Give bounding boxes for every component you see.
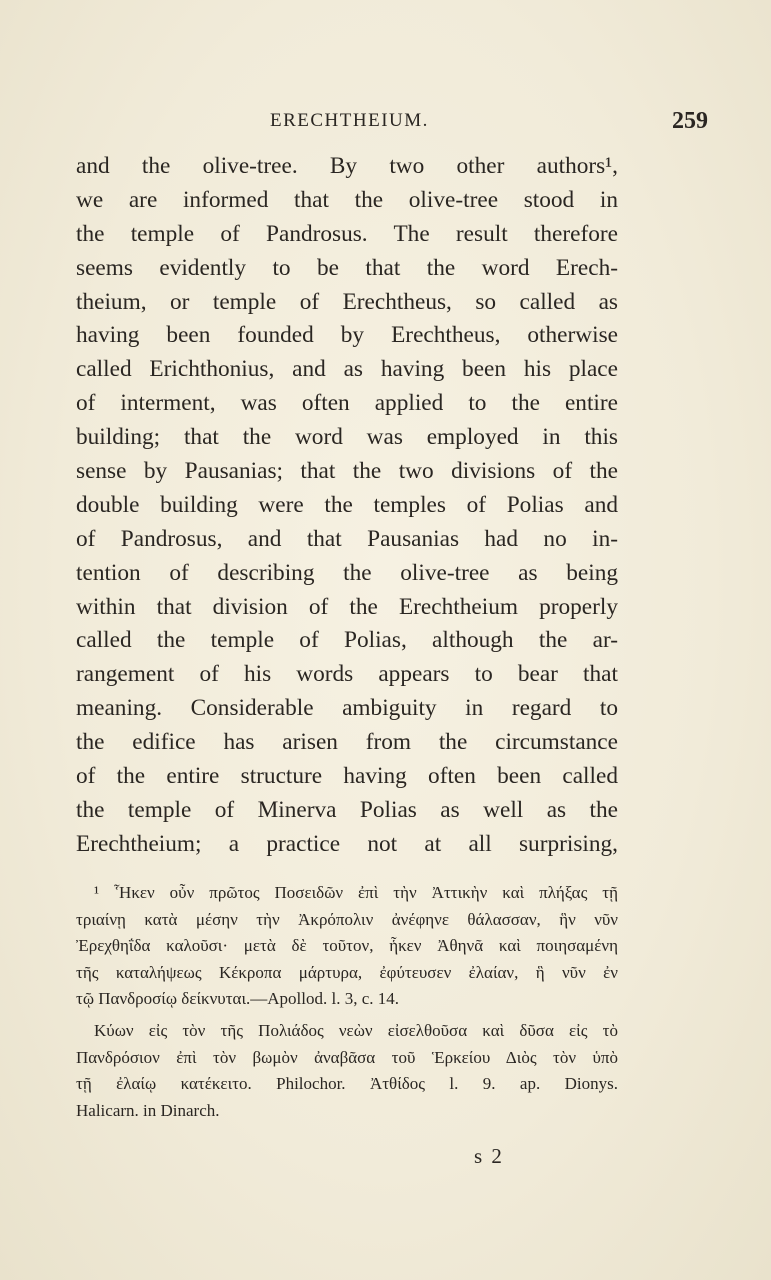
signature-mark: s 2: [474, 1144, 504, 1168]
text-line: tention of describing the olive-tree as being: [76, 559, 618, 586]
text-line: and the olive-tree. By two other authors¹,: [76, 153, 618, 179]
text-line: of interment, was often applied to the entire: [76, 390, 618, 417]
footnote-line: Κύων εἰς τὸν τῆς Πολιάδος νεὼν εἰσελθοῦσα καὶ δῦσα εἰς τὸ: [94, 1021, 618, 1040]
text-line: meaning. Considerable ambiguity in regard to: [76, 695, 618, 722]
footnote-line: τῷ Πανδροσίῳ δείκνυται.—Apollod. l. 3, c. 14.: [76, 989, 400, 1009]
footnote-2: [76, 1018, 618, 1124]
text-line: we are informed that the olive-tree stood in: [76, 186, 618, 213]
running-head: [0, 108, 771, 138]
text-line: having been founded by Erechtheus, otherwise: [76, 322, 618, 349]
text-line: rangement of his words appears to bear that: [76, 661, 618, 688]
text-line: within that division of the Erechtheium properly: [76, 593, 618, 620]
text-line: seems evidently to be that the word Erech-: [76, 254, 618, 281]
text-line: the temple of Pandrosus. The result therefore: [76, 220, 618, 247]
text-line: of the entire structure having often been called: [76, 763, 618, 790]
footnote-line: Πανδρόσιον ἐπὶ τὸν βωμὸν ἀναβᾶσα τοῦ Ἑρκείου Διὸς τὸν ὑπὸ: [76, 1047, 618, 1067]
text-line: theium, or temple of Erechtheus, so called as: [76, 288, 618, 315]
text-line: sense by Pausanias; that the two divisions of the: [76, 458, 618, 485]
text-line: the temple of Minerva Polias as well as the: [76, 796, 618, 823]
running-title: ERECHTHEIUM.: [270, 110, 429, 131]
footnote-line: τριαίνῃ κατὰ μέσην τὴν Ἀκρόπολιν ἀνέφηνε θάλασσαν, ἣν νῦν: [76, 909, 618, 929]
text-line: called the temple of Polias, although the ar-: [76, 627, 618, 654]
footnote-line: ¹ Ἧκεν οὖν πρῶτος Ποσειδῶν ἐπὶ τὴν Ἀττικὴν καὶ πλήξας τῇ: [94, 883, 618, 902]
text-line: double building were the temples of Polias and: [76, 491, 618, 518]
body-text: [76, 150, 618, 862]
footnote-line: τῇ ἐλαίῳ κατέκειτο. Philochor. Ἀτθίδος l. 9. ap. Dionys.: [76, 1074, 618, 1094]
footnote-line: τῆς καταλήψεως Κέκροπα μάρτυρα, ἐφύτευσεν ἐλαίαν, ἣ νῦν ἐν: [76, 962, 618, 982]
text-line: of Pandrosus, and that Pausanias had no in-: [76, 525, 618, 552]
page-number: 259: [672, 108, 708, 134]
text-line: called Erichthonius, and as having been his place: [76, 356, 618, 383]
text-line: Erechtheium; a practice not at all surprising,: [76, 830, 618, 857]
footnote-1: [76, 880, 618, 1013]
footnote-line: Halicarn. in Dinarch.: [76, 1100, 220, 1120]
footnote-line: Ἐρεχθηΐδα καλοῦσι· μετὰ δὲ τοῦτον, ἧκεν Ἀθηνᾶ καὶ ποιησαμένη: [76, 936, 618, 956]
text-line: the edifice has arisen from the circumstance: [76, 729, 618, 756]
text-line: building; that the word was employed in this: [76, 424, 618, 451]
